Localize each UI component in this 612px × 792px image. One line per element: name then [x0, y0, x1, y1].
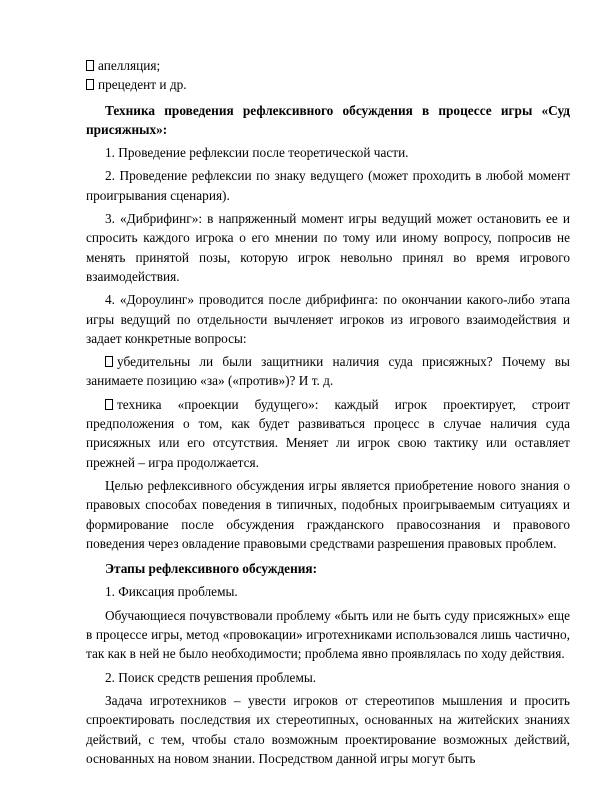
document-page: [86, 56, 570, 768]
stage-1-text: Обучающиеся почувствовали проблему «быть или не быть суду присяжных» еще в процессе игры, метод «провокации» игротехниками использовался лишь частично, так как в ней не было необходимости; проблема явно проявлялась по ходу действия.: [86, 607, 570, 662]
bullet-box-icon: [86, 79, 94, 90]
technique-heading: Техника проведения рефлексивного обсуждения в процессе игры «Суд присяжных»:: [86, 102, 570, 137]
bullet-box-icon: [86, 60, 94, 71]
stage-2-title: 2. Поиск средств решения проблемы.: [105, 669, 317, 685]
goal-paragraph: Целью рефлексивного обсуждения игры является приобретение нового знания о правовых способах поведения в типичных, подобных проигрываемым ситуациях и формирование после обсуждения гражданского правосознания и правового поведения через овладение правовыми средствами разрешения правовых проблем.: [86, 477, 570, 551]
step-1: 1. Проведение рефлексии после теоретической части.: [105, 145, 409, 161]
bullet-box-icon: [105, 399, 113, 410]
question-item: убедительны ли были защитники наличия суда присяжных? Почему вы занимаете позицию «за» («против»)? И т. д.: [86, 354, 570, 389]
bullet-item: прецедент и др.: [86, 75, 570, 94]
step-4: 4. «Дороулинг» проводится после дибрифинга: по окончании какого-либо этапа игры ведущий по отдельности вычленяет игроков из игрового взаимодействия и задает конкретные вопросы:: [86, 292, 570, 346]
question-item: техника «проекции будущего»: каждый игрок проектирует, строит предположения о том, как будет развиваться процесс в случае наличия суда присяжных или его отсутствия. Меняет ли игрок свою тактику или оставляет прежней – игра продолжается.: [86, 396, 570, 470]
step-3: 3. «Дибрифинг»: в напряженный момент игры ведущий может остановить ее и спросить каждого игрока о его мнении по тому или иному вопросу, попросив не менять принятой позы, которую игрок невольно принял во время игрового взаимодействия.: [86, 211, 570, 284]
stages-heading: Этапы рефлексивного обсуждения:: [105, 561, 318, 577]
bullet-item: апелляция;: [86, 56, 570, 75]
bullet-box-icon: [105, 356, 113, 367]
stage-1-title: 1. Фиксация проблемы.: [105, 584, 238, 600]
stage-2-text: Задача игротехников – увести игроков от стереотипов мышления и просить спроектировать последствия их стереотипных, основанных на житейских знаниях действий, с тем, чтобы стало возможным проектирование возможных действий, основанных на новом знании. Посредством данной игры могут быть: [86, 692, 570, 766]
step-2: 2. Проведение рефлексии по знаку ведущего (может проходить в любой момент проигрывания сценария).: [86, 168, 570, 203]
